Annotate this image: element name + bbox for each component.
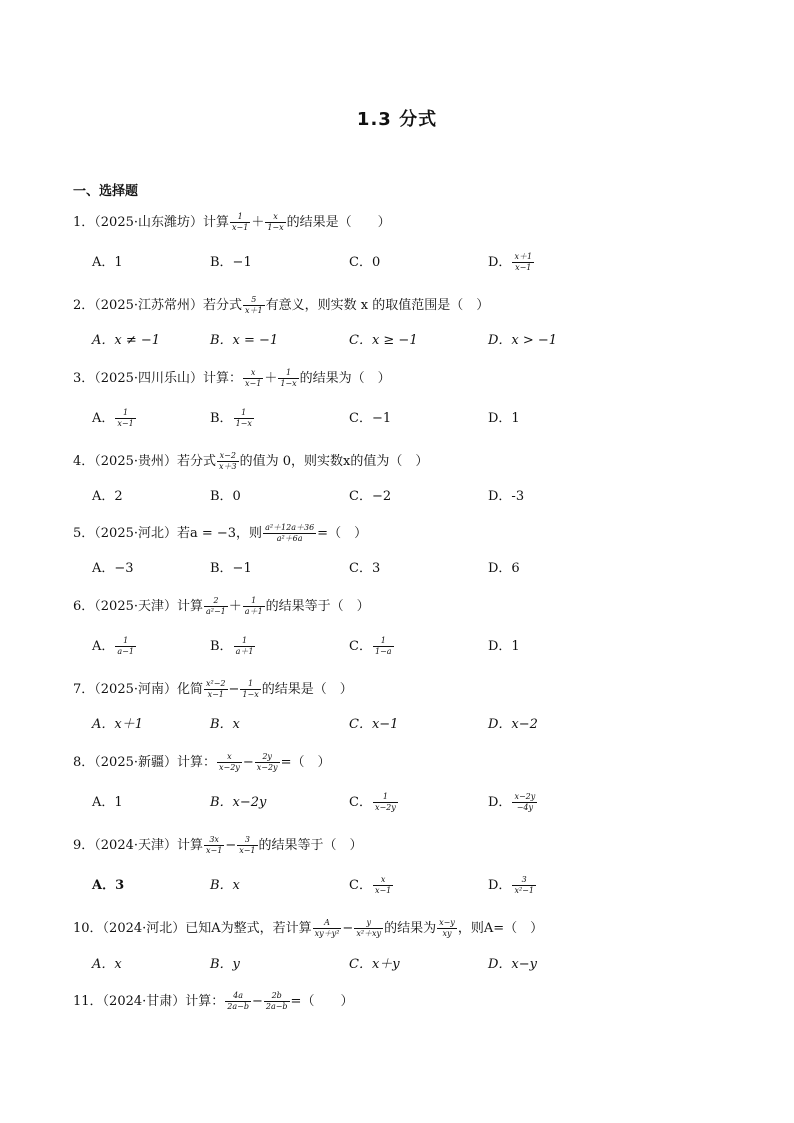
option-a[interactable]: A． $\frac{1}{x-1}$: [92, 408, 134, 428]
fraction: $\frac{3x}{x-1}$: [206, 835, 223, 855]
option-d[interactable]: D．6: [488, 561, 520, 576]
options-10: [92, 954, 712, 976]
option-c[interactable]: C．3: [349, 561, 381, 576]
question-text: =（ ）: [280, 755, 331, 770]
question-text: 5．（2025·河北）若a = −3，则: [73, 526, 263, 541]
fraction: $\frac{1}{1-x}$: [242, 679, 259, 699]
option-b[interactable]: B．x: [210, 878, 240, 893]
option-b[interactable]: B． $\frac{1}{a+1}$: [210, 636, 254, 656]
question-text: 11．（2024·甘肃）计算：: [73, 994, 225, 1009]
option-b[interactable]: B．−1: [210, 561, 252, 576]
fraction: $\frac{x}{1-x}$: [267, 212, 284, 232]
question-8: [73, 752, 330, 773]
fraction: $\frac{y}{\text{x²＋xy}}$: [356, 918, 382, 938]
question-text: 6．（2025·天津）计算: [73, 599, 203, 614]
option-b[interactable]: B． $\frac{1}{1-x}$: [210, 408, 252, 428]
question-text: 的结果等于（ ）: [258, 838, 363, 853]
fraction: $\frac{2}{\text{a²−1}}$: [206, 596, 226, 616]
option-d[interactable]: D．x−2: [488, 717, 538, 732]
question-text: ，则A=（ ）: [457, 921, 544, 936]
options-5: [92, 558, 712, 580]
option-d[interactable]: D． $\frac{3}{\text{x²−1}}$: [488, 875, 534, 895]
question-3: [73, 368, 391, 389]
options-1: [92, 252, 712, 274]
fraction: $\frac{A}{\text{xy＋y²}}$: [314, 918, 340, 938]
fraction: $\frac{3}{x-1}$: [239, 835, 256, 855]
question-text: 4．（2025·贵州）若分式: [73, 454, 216, 469]
options-7: [92, 714, 712, 736]
option-c[interactable]: C． $\frac{x}{x-1}$: [349, 875, 392, 895]
options-2: [92, 330, 712, 352]
option-c[interactable]: C．x＋y: [349, 957, 400, 972]
fraction: $\frac{\text{a²＋12a＋36}}{\text{a²＋6a}}$: [265, 523, 315, 543]
option-c[interactable]: C．x ≥ −1: [349, 333, 418, 348]
option-b[interactable]: B．−1: [210, 255, 252, 270]
operator: −: [251, 994, 263, 1009]
options-9: [92, 875, 712, 897]
question-11: [73, 991, 353, 1012]
option-d[interactable]: D． $\frac{x+1}{x-1}$: [488, 252, 533, 272]
options-4: [92, 486, 712, 508]
option-a[interactable]: A．1: [92, 255, 123, 270]
option-a[interactable]: A．x＋1: [92, 717, 143, 732]
option-a[interactable]: A．3: [92, 878, 125, 893]
options-8: [92, 792, 712, 814]
question-1: [73, 212, 391, 233]
option-c[interactable]: C．−1: [349, 411, 392, 426]
fraction: $\frac{1}{1-x}$: [280, 368, 297, 388]
operator: −: [228, 682, 240, 697]
question-text: 的结果为: [384, 921, 437, 936]
option-a[interactable]: A．−3: [92, 561, 134, 576]
question-text: =（ ）: [317, 526, 368, 541]
question-text: 的结果等于（ ）: [265, 599, 370, 614]
question-text: 的结果是（ ）: [286, 215, 391, 230]
question-9: [73, 835, 363, 856]
question-text: =（ ）: [290, 994, 354, 1009]
fraction: $\frac{\text{x²−2}}{x-1}$: [206, 679, 226, 699]
option-a[interactable]: A．x: [92, 957, 122, 972]
option-b[interactable]: B．0: [210, 489, 241, 504]
question-text: 1．（2025·山东潍坊）计算: [73, 215, 229, 230]
fraction: $\frac{4a}{2a-b}$: [227, 991, 249, 1011]
operator: −: [225, 838, 237, 853]
question-text: 2．（2025·江苏常州）若分式: [73, 298, 242, 313]
option-c[interactable]: C．−2: [349, 489, 392, 504]
question-text: 9．（2024·天津）计算: [73, 838, 203, 853]
option-a[interactable]: A． $\frac{1}{a-1}$: [92, 636, 134, 656]
question-2: [73, 295, 489, 316]
option-a[interactable]: A．x ≠ −1: [92, 333, 161, 348]
question-text: 有意义，则实数 x 的取值范围是（ ）: [265, 298, 490, 313]
option-c[interactable]: C． $\frac{1}{1-a}$: [349, 636, 392, 656]
fraction: $\frac{x-y}{xy}$: [439, 918, 455, 938]
question-5: [73, 523, 367, 544]
operator: ＋: [251, 215, 265, 230]
fraction: $\frac{x}{x-2y}$: [219, 752, 240, 772]
option-b[interactable]: B．x−2y: [210, 795, 267, 810]
option-d[interactable]: D．x > −1: [488, 333, 558, 348]
option-a[interactable]: A．1: [92, 795, 123, 810]
operator: ＋: [264, 371, 278, 386]
page-title: 1.3 分式: [356, 109, 438, 130]
fraction: $\frac{x-2}{x+3}$: [219, 451, 237, 471]
section-heading: 一、选择题: [73, 184, 139, 199]
fraction: $\frac{2y}{x-2y}$: [256, 752, 278, 772]
option-d[interactable]: D．x−y: [488, 957, 537, 972]
fraction: $\frac{x}{x-1}$: [245, 368, 262, 388]
option-b[interactable]: B．x = −1: [210, 333, 279, 348]
fraction: $\frac{1}{a+1}$: [244, 596, 263, 616]
question-text: 10．（2024·河北）已知A为整式，若计算: [73, 921, 312, 936]
fraction: $\frac{2b}{2a-b}$: [265, 991, 288, 1011]
option-c[interactable]: C．0: [349, 255, 381, 270]
question-10: [73, 918, 543, 939]
option-d[interactable]: D．-3: [488, 489, 525, 504]
question-7: [73, 679, 353, 700]
operator: −: [242, 755, 254, 770]
option-a[interactable]: A．2: [92, 489, 123, 504]
option-b[interactable]: B．x: [210, 717, 240, 732]
option-c[interactable]: C． $\frac{1}{x-2y}$: [349, 792, 396, 812]
question-text: 3．（2025·四川乐山）计算：: [73, 371, 242, 386]
question-4: [73, 451, 428, 472]
options-3: [92, 408, 712, 430]
operator: ＋: [228, 599, 242, 614]
question-6: [73, 596, 370, 617]
fraction: $\frac{5}{x+1}$: [245, 295, 263, 315]
option-d[interactable]: D．1: [488, 411, 520, 426]
operator: −: [342, 921, 354, 936]
fraction: $\frac{1}{x-1}$: [232, 212, 249, 232]
option-b[interactable]: B．y: [210, 957, 240, 972]
option-c[interactable]: C．x−1: [349, 717, 399, 732]
question-text: 的值为 0，则实数x的值为（ ）: [239, 454, 429, 469]
option-d[interactable]: D． $\frac{x-2y}{-4y}$: [488, 792, 536, 812]
options-6: [92, 636, 712, 658]
question-text: 的结果是（ ）: [261, 682, 353, 697]
question-text: 7．（2025·河南）化简: [73, 682, 203, 697]
question-text: 8．（2025·新疆）计算：: [73, 755, 216, 770]
question-text: 的结果为（ ）: [299, 371, 391, 386]
option-d[interactable]: D．1: [488, 639, 520, 654]
